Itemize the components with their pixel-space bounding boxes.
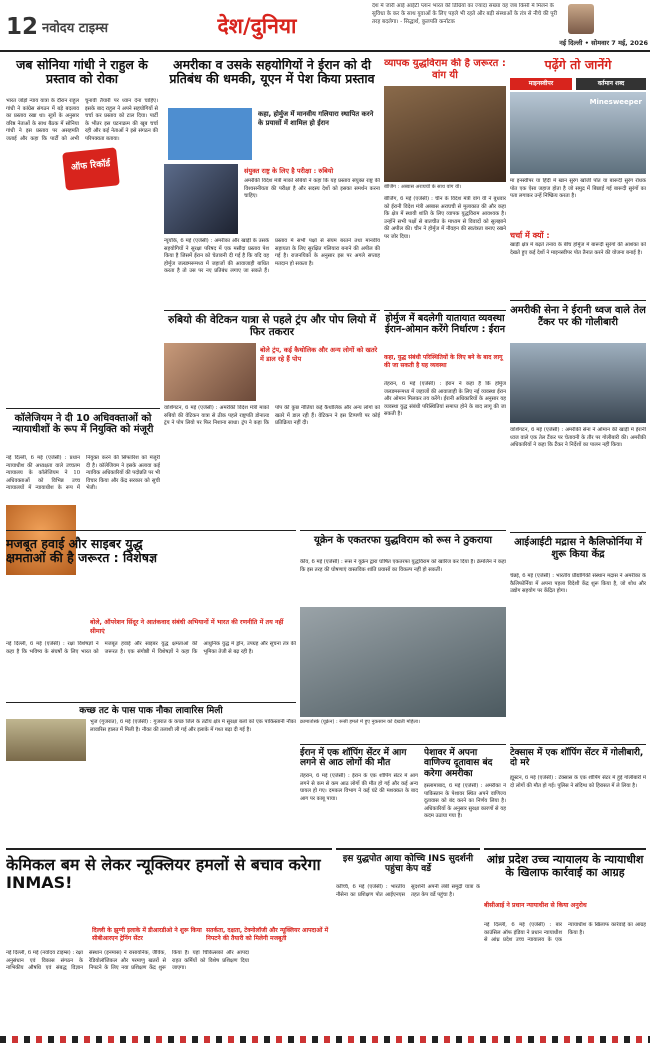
un-logo-image — [168, 108, 252, 160]
tag-word: वर्तमान शब्द — [576, 78, 646, 90]
headline: केमिकल बम से लेकर न्यूक्लियर हमलों से बचाव करेगा INMAS! — [6, 855, 321, 893]
body-text: न्यूयॉर्क, 6 मई (एजेंसी) : अमरीका और खाड़ी के उसके सहयोगियों ने सुरक्षा परिषद में एक मसौदा प्रस्ताव पेश किया है जिसमें ईरान को चेतावनी दी गई है कि यदि वह होर्मुज जलडमरूमध्य में जहाजों की आवाजाही बाधित करता है तो उस पर नए प्रतिबंध लगाए जा सकते हैं। प्रस्ताव में सभी पक्षों से संयम बरतने तथा मानवीय सहायता के लिए सुरक्षित गलियारा बनाने की अपील की गई है। राजनयिकों के अनुसार इस पर अगले सप्ताह मतदान हो सकता है। — [164, 238, 380, 275]
headline: जब सोनिया गांधी ने राहुल के प्रस्ताव को रोका — [16, 58, 148, 87]
word-label: Minesweeper — [589, 98, 642, 106]
registration-strip — [0, 1036, 650, 1043]
story-ins — [336, 848, 480, 1034]
headline: होर्मुज में बदलेगी यातायात व्यवस्था ईरान-ओमान करेंगे निर्धारण : ईरान — [385, 313, 505, 335]
body-text: भुज (गुजरात), 6 मई (एजेंसी) : गुजरात के कच्छ जिले के तटीय क्षेत्र में सुरक्षा बलों को एक पाकिस्तानी नौका लावारिस हालत में मिली है। नौका की तलाशी ली गई और इलाके में गश्त बढ़ा दी गई है। — [90, 719, 296, 733]
story-war — [384, 58, 506, 308]
headline: ईरान में एक शॉपिंग सेंटर में आग लगने से आठ लोगों की मौत — [300, 748, 407, 769]
story-airforce — [6, 530, 296, 700]
top-quote: देश में जारी आई आईटी प्लान भारत की डिग्रियों का ज्यादा संख्या वह जब किसी में मिलने के सुविधा के कर के साथ युवाओं के लिए पहले भी रहते और बड़ी संस्थाओं के तंत्र से नीचे की पूरी तरह बदलेगा। - सिद्धार्थ, कुलपति कर्नाटक — [372, 3, 558, 25]
body-text: नई दिल्ली, 6 मई (एजेंसी) : बार काउंसिल ऑफ इंडिया ने प्रधान न्यायाधीश से आंध्र प्रदेश उच्च न्यायालय के एक न्यायाधीश के खिलाफ कार्रवाई का आग्रह किया है। — [484, 922, 646, 944]
story-peshawar — [424, 744, 506, 844]
tag-minesweeper: माइनस्वीपर — [510, 78, 572, 90]
body-text: वाशिंगटन, 6 मई (एजेंसी) : अमरीकी सेना ने ओमान की खाड़ी में ईरानी ध्वज वाले एक तेल टैंकर पर चेतावनी के तौर पर गोलीबारी की। अमरीकी अधिकारियों ने कहा कि टैंकर ने निर्देशों का पालन नहीं किया। — [510, 427, 646, 449]
caption-body: अमरीकी विदेश मंत्री मार्को रुबियो ने कहा कि यह प्रस्ताव संयुक्त राष्ट्र की विश्वसनीयता की परीक्षा है और सदस्य देशों को इसका समर्थन करना चाहिए। — [244, 178, 380, 200]
headline: पेशावर में अपना वाणिज्य दूतावास बंद करेगा अमरीका — [424, 748, 493, 779]
body-text: कोच्चि, 6 मई (एजेंसी) : भारतीय नौसेना का प्रशिक्षण पोत आईएनएस सुदर्शनी अपनी लंबी समुद्री यात्रा के तहत केप वर्डे पहुंचा है। — [336, 884, 480, 898]
story-america — [164, 58, 380, 308]
padhenge-body: मा इनस्वीपर या हिंदी में खान सुरंग खोजी पोत या बारूदी सुरंग रोधक पोत एक ऐसा जहाज होता है जो समुद्र में बिछाई गई बारूदी सुरंगों का पता लगाकर उन्हें निष्क्रिय करता है। — [510, 178, 646, 200]
sub-headline: बीसीआई ने प्रधान न्यायाधीश से किया अनुरोध — [484, 902, 587, 909]
masthead — [0, 0, 650, 52]
body-text: तेहरान, 6 मई (एजेंसी) : ईरान के एक शॉपिंग सेंटर में आग लगने से कम से कम आठ लोगों की मौत हो गई और कई अन्य घायल हो गए। दमकल विभाग ने कई घंटे की मशक्कत के बाद आग पर काबू पाया। — [300, 773, 418, 802]
body-text: भारत जोड़ो न्याय यात्रा के दौरान राहुल गांधी ने कांग्रेस संगठन में बड़े बदलाव का प्रस्ताव रखा था। सूत्रों के अनुसार वरिष्ठ नेताओं के साथ बैठक में सोनिया गांधी ने इस प्रस्ताव पर असहमति जताई और कहा कि पार्टी को अभी चुनावी तैयारी पर ध्यान देना चाहिए। इसके बाद राहुल ने अपने सहयोगियों से चर्चा कर प्रस्ताव को टाल दिया। पार्टी के भीतर इस घटनाक्रम की खूब चर्चा रही और कई नेताओं ने इसे संगठन की परिपक्वता बताया। — [6, 98, 158, 142]
tanker-photo — [510, 343, 646, 423]
headline: अमरीका व उसके सहयोगियों ने ईरान को दी प्रतिबंध की धमकी, यूएन में पेश किया प्रस्ताव — [169, 58, 375, 87]
story-chemical — [6, 848, 332, 1034]
page-number: 12 — [6, 14, 38, 40]
sub-headline: बोले, ऑपरेशन सिंदूर ने आतंकवाद संबंधी अभियानों में भारत की रणनीति में तय नहीं सीमाएं — [90, 619, 284, 635]
sub-headline-1: दिल्ली के झुग्गी इलाके में डीआरडीओ ने शुरू किया सीबीआरएन ट्रेनिंग सेंटर — [92, 927, 202, 942]
headline: टेक्सास में एक शॉपिंग सेंटर में गोलीबारी, दो मरे — [510, 748, 644, 769]
sub-headline-2: सतर्कता, दक्षता, टेक्नोलॉजी और न्यूक्लियर आपदाओं में निपटने की तैयारी को मिलेगी मजबूती — [206, 927, 329, 942]
story-hormuz — [384, 310, 506, 470]
headline: रुबियो की वेटिकन यात्रा से पहले ट्रंप और पोप लियो में फिर तकरार — [168, 314, 376, 339]
headline: व्यापक युद्धविराम की है जरूरत : वांग यी — [384, 58, 506, 81]
city-date: नई दिल्ली • सोमवार 7 मई, 2026 — [559, 39, 648, 47]
minesweeper-photo — [510, 92, 646, 174]
story-sonia — [6, 58, 158, 406]
story-rubio — [164, 310, 380, 470]
body-text: वाशिंगटन, 6 मई (एजेंसी) : अमरीकी विदेश मंत्री मार्को रुबियो की वेटिकन यात्रा से ठीक पहले राष्ट्रपति डोनाल्ड ट्रंप ने पोप लियो पर फिर निशाना साधा। ट्रंप ने कहा कि पोप की कुछ नीतियां कई कैथोलिक और अन्य लोगों को खतरे में डाल रही हैं। वेटिकन ने इस टिप्पणी पर कोई प्रतिक्रिया नहीं दी। — [164, 405, 380, 427]
headline: अमरीकी सेना ने ईरानी ध्वज वाले तेल टैंकर पर की गोलीबारी — [510, 305, 646, 328]
headline: मजबूत हवाई और साइबर युद्ध क्षमताओं की है जरूरत : विशेषज्ञ — [6, 536, 157, 566]
story-ukraine — [300, 530, 506, 740]
story-kutch — [6, 702, 296, 762]
sub-headline: कहा, होर्मुज में मानवीय गलियारा स्थापित करने के प्रयासों में शामिल हो ईरान — [258, 110, 374, 128]
body-text: नई दिल्ली, 6 मई (एजेंसी) : प्रधान न्यायाधीश की अध्यक्षता वाले उच्चतम न्यायालय के कॉलेजियम ने 10 अधिवक्ताओं को विभिन्न उच्च न्यायालयों में न्यायाधीश के रूप में नियुक्त करने की सिफारिश को मंजूरी दी है। कॉलेजियम ने इसके अलावा कई न्यायिक अधिकारियों की पदोन्नति पर भी विचार किया और केंद्र सरकार को सूची भेजी। — [6, 455, 160, 492]
badge-text: ऑफ रिकॉर्ड — [70, 158, 111, 174]
story-texas — [510, 744, 646, 844]
headline: इस युद्धपोत आया कोच्चि INS सुदर्शनी पहुंचा केप वर्डे — [342, 854, 474, 875]
charcha-body: खाड़ी क्षेत्र में बढ़ते तनाव के बीच होर्मुज में बारूदी सुरंगों की आशंका को देखते हुए कई देशों ने माइनस्वीपर पोत तैनात करने की योजना बनाई है। — [510, 242, 646, 256]
ukraine-photo — [300, 607, 506, 717]
paper-name: नवोदय टाइम्स — [42, 21, 109, 36]
photo-caption: बीजिंग : अब्बास अराघची के साथ वांग यी। — [384, 184, 462, 190]
photo-caption: क्रामातोर्स्क (यूक्रेन) : रूसी हमले में हुए नुकसान को देखती महिला। — [300, 719, 420, 725]
body-text: ह्यूस्टन, 6 मई (एजेंसी) : टेक्सास के एक शॉपिंग सेंटर में हुई गोलीबारी में दो लोगों की मौत हो गई। पुलिस ने संदिग्ध को हिरासत में ले लिया है। — [510, 775, 646, 789]
headline: यूक्रेन के एकतरफा युद्धविराम को रूस ने ठुकराया — [314, 535, 492, 546]
charcha-label: चर्चा में क्यों : — [510, 231, 550, 240]
story-tanker — [510, 300, 646, 530]
rubio-photo — [164, 164, 238, 234]
padhenge-box — [510, 58, 646, 298]
body-text: कीव, 6 मई (एजेंसी) : रूस ने यूक्रेन द्वारा घोषित एकतरफा युद्धविराम को खारिज कर दिया है। क्रेमलिन ने कहा कि इस तरह की घोषणाएं वास्तविक शांति प्रयासों का विकल्प नहीं हो सकतीं। — [300, 559, 506, 573]
body-text: बीजिंग, 6 मई (एजेंसी) : चीन के विदेश मंत्री वांग यी ने बुधवार को ईरानी विदेश मंत्री अब्बास अराघची से मुलाकात की और कहा कि क्षेत्र में स्थायी शांति के लिए व्यापक युद्धविराम आवश्यक है। उन्होंने सभी पक्षों से बातचीत के माध्यम से विवादों को सुलझाने की अपील की। चीन ने होर्मुज में नौवहन की स्वतंत्रता बनाए रखने पर जोर दिया। — [384, 196, 506, 240]
headline: आईआईटी मद्रास ने कैलिफोर्निया में शुरू किया केंद्र — [514, 537, 642, 560]
headline: कच्छ तट के पास पाक नौका लावारिस मिली — [79, 706, 223, 716]
body-text: इस्लामाबाद, 6 मई (एजेंसी) : अमरीका ने पाकिस्तान के पेशावर स्थित अपने वाणिज्य दूतावास को बंद करने का निर्णय लिया है। अधिकारियों के अनुसार सुरक्षा कारणों से यह कदम उठाया गया है। — [424, 783, 506, 820]
padhenge-title: पढ़ेंगे तो जानेंगे — [544, 58, 612, 72]
boat-photo — [6, 719, 86, 761]
body-text: नई दिल्ली, 6 मई (नवोदय टाइम्स) : रक्षा अनुसंधान एवं विकास संगठन के नाभिकीय औषधि एवं संबद्ध विज्ञान संस्थान (इनमास) ने रासायनिक, जैविक, रेडियोलॉजिकल और परमाणु खतरों से निपटने के लिए नया प्रशिक्षण केंद्र शुरू किया है। यहां चिकित्सकों और आपदा राहत कर्मियों को विशेष प्रशिक्षण दिया जाएगा। — [6, 950, 249, 972]
story-iit — [510, 532, 646, 662]
quote-portrait — [568, 4, 594, 34]
story-andhra — [484, 848, 646, 1034]
headline: आंध्र प्रदेश उच्च न्यायालय के न्यायाधीश के खिलाफ कार्रवाई का आग्रह — [486, 853, 644, 879]
wang-yi-photo — [384, 86, 506, 182]
body-text: चेन्नई, 6 मई (एजेंसी) : भारतीय प्रौद्योगिकी संस्थान मद्रास ने अमरीका के कैलिफोर्निया में अपना पहला विदेशी केंद्र शुरू किया है, जो शोध और उद्योग सहयोग पर केंद्रित होगा। — [510, 573, 646, 595]
sub-headline: कहा, युद्ध संबंधी परिस्थितियों के लिए बने के बाद लागू की जा सकती है यह व्यवस्था — [384, 354, 503, 369]
pope-trump-photo — [164, 343, 256, 401]
body-text: तेहरान, 6 मई (एजेंसी) : ईरान ने कहा है कि होर्मुज जलडमरूमध्य में जहाजों की आवाजाही के लिए नई व्यवस्था ईरान और ओमान मिलकर तय करेंगे। ईरानी अधिकारियों के अनुसार यह व्यवस्था युद्ध संबंधी परिस्थितियां समाप्त होने के बाद लागू की जा सकती है। — [384, 381, 506, 418]
headline: कॉलेजियम ने दी 10 अधिवक्ताओं को न्यायाधीशों के रूप में नियुक्ति को मंजूरी — [12, 413, 154, 436]
caption-title: संयुक्त राष्ट्र के लिए है परीक्षा : रुबियो — [244, 167, 334, 175]
sub-headline: बोले ट्रंप, कई कैथोलिक और अन्य लोगों को खतरे में डाल रहे हैं पोप — [260, 346, 378, 363]
section-title: देश/दुनिया — [217, 14, 297, 38]
body-text: नई दिल्ली, 6 मई (एजेंसी) : रक्षा विशेषज्ञों ने कहा है कि भविष्य के संघर्षों के लिए भारत को मजबूत हवाई और साइबर युद्ध क्षमताओं की जरूरत है। एक संगोष्ठी में विशेषज्ञों ने कहा कि आधुनिक युद्ध में ड्रोन, उपग्रह और सूचना तंत्र की भूमिका तेजी से बढ़ रही है। — [6, 641, 296, 655]
